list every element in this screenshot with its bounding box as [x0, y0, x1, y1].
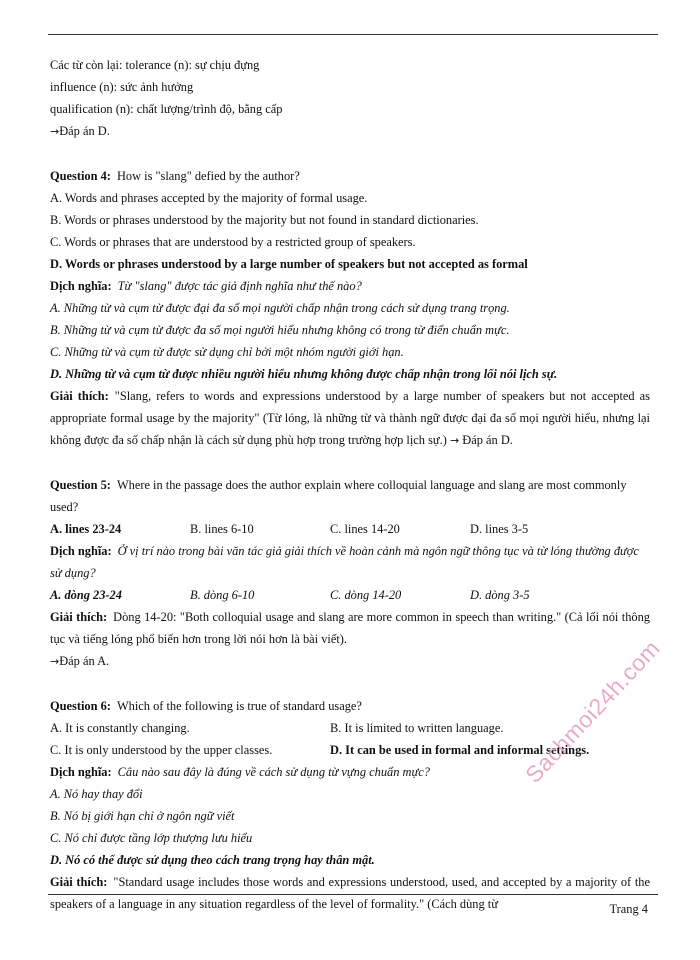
question-text: Which of the following is true of standard usage? [116, 699, 362, 713]
q5-options [50, 518, 650, 540]
explanation-text: "Slang, refers to words and expressions understood by a large number of speakers but not accepted as appropriate formal usage by the majority" (Từ lóng, là những từ và thành ngữ được đại đa số mọi người hiểu, nhưng lại không được đa số chấp nhận là cách sử dụng phù hợp trong trường hợp lịch sự.) [50, 389, 650, 447]
q4-explanation [50, 385, 650, 452]
q4-trans-option-d-correct: D. Những từ và cụm từ được nhiều người hiểu nhưng không được chấp nhận trong lối nói lịch sự. [50, 367, 558, 381]
q4-trans-option-c: C. Những từ và cụm từ được sử dụng chỉ bởi một nhóm người giới hạn. [50, 345, 404, 359]
document-body [50, 54, 650, 915]
q5-trans-option-d: D. dòng 3-5 [470, 588, 530, 602]
arrow-right-icon: → [449, 434, 460, 447]
q6-explanation [50, 871, 650, 915]
q5-option-b: B. lines 6-10 [190, 522, 254, 536]
q5-trans-option-a-correct: A. dòng 23-24 [50, 588, 122, 602]
q6-option-a: A. It is constantly changing. [50, 721, 190, 735]
q5-trans-option-b: B. dòng 6-10 [190, 588, 255, 602]
translation-label: Dịch nghĩa: [50, 544, 112, 558]
question-label: Question 4: [50, 169, 111, 183]
answer-text: Đáp án D. [59, 124, 110, 138]
q5-trans-options [50, 584, 650, 606]
q4-option-a: A. Words and phrases accepted by the majority of formal usage. [50, 191, 368, 205]
question-text: Where in the passage does the author explain where colloquial language and slang are most commonly used? [50, 478, 627, 514]
header-rule [48, 34, 658, 35]
q6-option-c: C. It is only understood by the upper classes. [50, 743, 273, 757]
question-5 [50, 474, 650, 518]
watermark: Sachmoi24h.com [520, 634, 665, 788]
translation-question: Từ "slang" được tác giả định nghĩa như thế nào? [117, 279, 362, 293]
question-6 [50, 695, 650, 717]
q6-option-b: B. It is limited to written language. [330, 721, 504, 735]
q6-trans-option-b: B. Nó bị giới hạn chỉ ở ngôn ngữ viết [50, 809, 235, 823]
translation-label: Dịch nghĩa: [50, 279, 112, 293]
explanation-text: Dòng 14-20: "Both colloquial usage and slang are more common in speech than writing." (Cả lối nói thông tục và tiếng lóng phổ biến hơn trong lời nói hơn là bài viết). [50, 610, 651, 646]
explanation-label: Giải thích: [50, 610, 108, 624]
explanation-text: "Standard usage includes those words and expressions understood, used, and accepted by a majority of the speakers of a language in any situation regardless of the level of formality." (Cách dùng từ [50, 875, 650, 911]
q4-trans-option-b: B. Những từ và cụm từ được đa số mọi người hiểu nhưng không có trong từ điển chuẩn mực. [50, 323, 510, 337]
arrow-right-icon: → [50, 655, 60, 668]
q5-trans-option-c: C. dòng 14-20 [330, 588, 402, 602]
explanation-label: Giải thích: [50, 389, 109, 403]
q5-explanation [50, 606, 650, 650]
translation-label: Dịch nghĩa: [50, 765, 112, 779]
q6-trans-option-a: A. Nó hay thay đổi [50, 787, 143, 801]
q4-translation [50, 275, 650, 297]
q4-option-b: B. Words or phrases understood by the majority but not found in standard dictionaries. [50, 213, 479, 227]
q5-option-a-correct: A. lines 23-24 [50, 522, 122, 536]
q6-trans-option-d-correct: D. Nó có thể được sử dụng theo cách trang trọng hay thân mật. [50, 853, 375, 867]
q4-option-c: C. Words or phrases that are understood by a restricted group of speakers. [50, 235, 416, 249]
q5-answer [50, 650, 650, 673]
q4-option-d-correct: D. Words or phrases understood by a large number of speakers but not accepted as formal [50, 257, 528, 271]
q5-option-c: C. lines 14-20 [330, 522, 400, 536]
intro-line-1: Các từ còn lại: tolerance (n): sự chịu đựng [50, 58, 260, 72]
question-text: How is "slang" defied by the author? [116, 169, 300, 183]
translation-question: Ở vị trí nào trong bài văn tác giả giải thích về hoàn cảnh mà ngôn ngữ thông tục và từ lóng thường được sử dụng? [50, 544, 639, 580]
intro-line-3: qualification (n): chất lượng/trình độ, bằng cấp [50, 102, 283, 116]
arrow-right-icon: → [50, 125, 60, 138]
intro-answer [50, 120, 650, 143]
q6-option-d-correct: D. It can be used in formal and informal settings. [330, 743, 590, 757]
footer-rule [48, 894, 658, 895]
question-label: Question 6: [50, 699, 111, 713]
question-label: Question 5: [50, 478, 111, 492]
q5-translation [50, 540, 650, 584]
intro-line-2: influence (n): sức ảnh hưởng [50, 80, 194, 94]
q6-trans-option-c: C. Nó chỉ được tầng lớp thượng lưu hiểu [50, 831, 253, 845]
q4-trans-option-a: A. Những từ và cụm từ được đại đa số mọi người chấp nhận trong cách sử dụng trang trọng. [50, 301, 510, 315]
page-number: Trang 4 [609, 902, 648, 916]
answer-text: Đáp án D. [462, 433, 513, 447]
explanation-label: Giải thích: [50, 875, 108, 889]
answer-text: Đáp án A. [59, 654, 110, 668]
translation-question: Câu nào sau đây là đúng về cách sử dụng từ vựng chuẩn mực? [117, 765, 430, 779]
q5-option-d: D. lines 3-5 [470, 522, 529, 536]
question-4 [50, 165, 650, 187]
